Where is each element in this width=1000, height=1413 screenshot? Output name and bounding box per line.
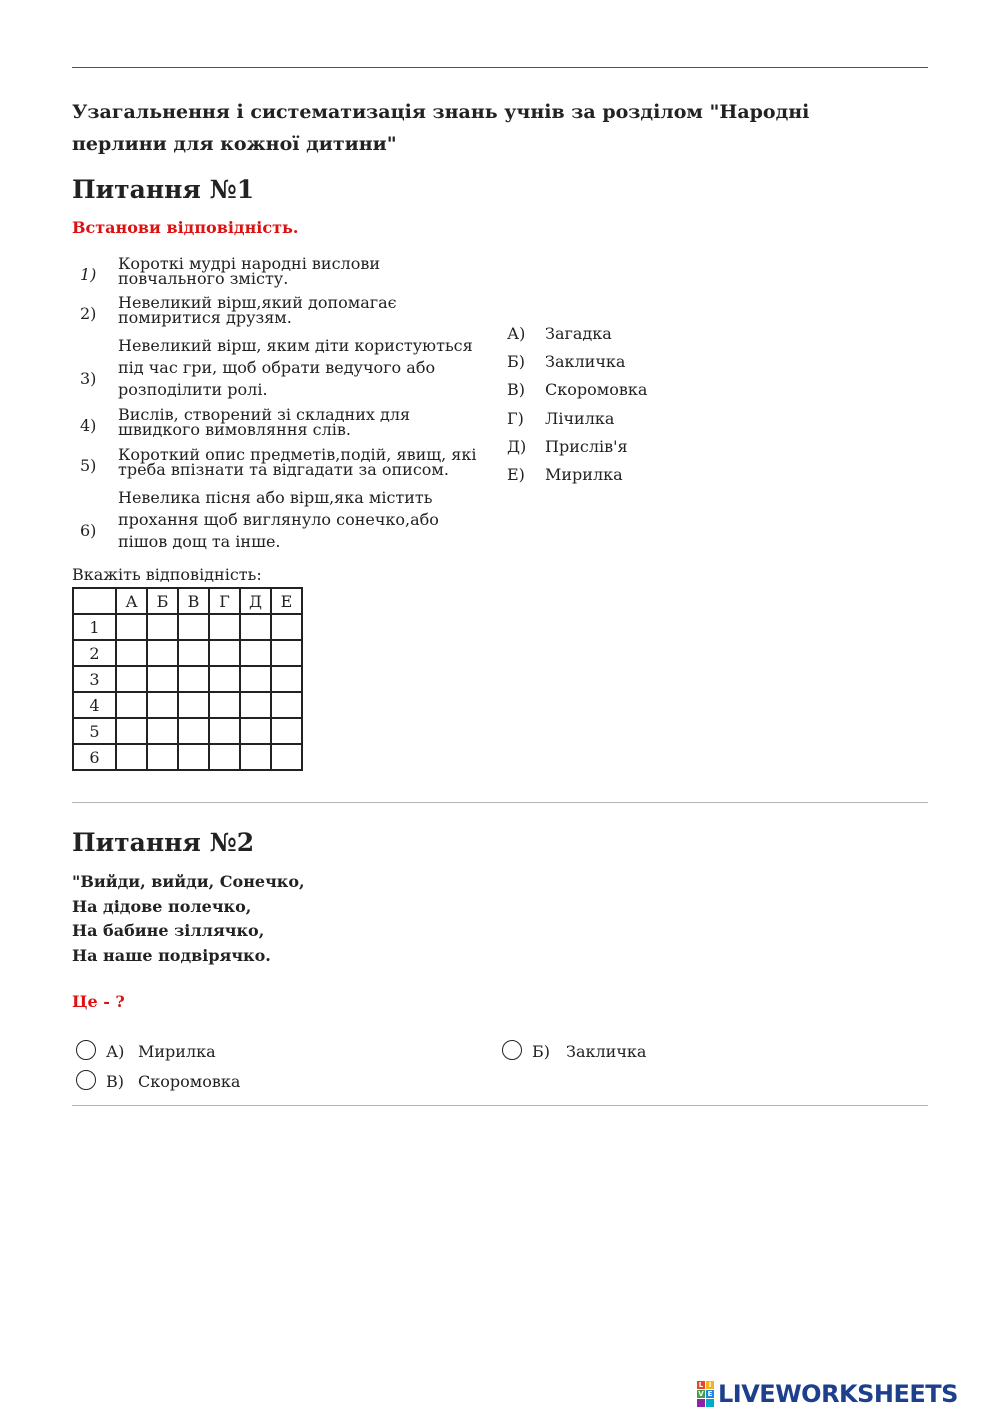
grid-cell[interactable] <box>178 640 209 666</box>
grid-cell[interactable] <box>240 718 271 744</box>
item-4-number: 4) <box>80 416 97 435</box>
grid-row <box>73 614 302 640</box>
item-1-text: Короткі мудрі народні вислови повчального змісту. <box>118 254 380 288</box>
option-word: Лічилка <box>545 409 615 428</box>
grid-cell[interactable] <box>116 692 147 718</box>
grid-cell[interactable] <box>116 640 147 666</box>
grid-cell[interactable] <box>271 666 302 692</box>
grid-cell[interactable] <box>178 718 209 744</box>
grid-cell[interactable] <box>240 692 271 718</box>
answer-grid <box>72 587 303 771</box>
grid-row <box>73 744 302 770</box>
poem-line: "Вийди, вийди, Сонечко, <box>72 872 305 891</box>
grid-row-header: 4 <box>73 692 116 718</box>
grid-cell[interactable] <box>209 666 240 692</box>
radio-button[interactable] <box>502 1040 522 1060</box>
logo-text: LIVEWORKSHEETS <box>718 1380 958 1408</box>
grid-cell[interactable] <box>209 640 240 666</box>
grid-col-header: Б <box>147 588 178 614</box>
grid-cell[interactable] <box>147 744 178 770</box>
option-letter: Б) <box>507 352 525 371</box>
grid-row <box>73 718 302 744</box>
answer-letter: В) <box>106 1072 124 1091</box>
worksheet-title: Узагальнення і систематизація знань учнів за розділом "Народні перлини для кожної дитини" <box>72 101 810 155</box>
grid-cell[interactable] <box>147 614 178 640</box>
grid-row-header: 6 <box>73 744 116 770</box>
grid-cell[interactable] <box>271 718 302 744</box>
grid-cell[interactable] <box>116 666 147 692</box>
item-4-text: Вислів, створений зі складних для швидкого вимовляння слів. <box>118 405 411 439</box>
grid-row-header: 3 <box>73 666 116 692</box>
grid-cell[interactable] <box>147 666 178 692</box>
logo-tile: L <box>698 1381 704 1389</box>
item-3-text: Невеликий вірш, яким діти користуються під час гри, щоб обрати ведучого або розподілити ролі. <box>118 336 473 399</box>
grid-cell[interactable] <box>147 718 178 744</box>
grid-col-header: А <box>116 588 147 614</box>
grid-cell[interactable] <box>178 692 209 718</box>
poem-line: На дідове полечко, <box>72 896 252 916</box>
answer-letter: Б) <box>532 1042 550 1061</box>
item-2-text: Невеликий вірш,який допомагає помиритися друзям. <box>118 293 397 327</box>
grid-corner <box>73 588 116 614</box>
grid-cell[interactable] <box>116 744 147 770</box>
grid-row-header: 1 <box>73 614 116 640</box>
grid-cell[interactable] <box>116 614 147 640</box>
section-divider <box>72 802 928 803</box>
option-letter: Е) <box>507 465 525 484</box>
grid-cell[interactable] <box>147 640 178 666</box>
poem-line: На наше подвірячко. <box>72 945 271 965</box>
grid-cell[interactable] <box>209 718 240 744</box>
option-word: Прислів'я <box>545 437 628 456</box>
grid-cell[interactable] <box>271 744 302 770</box>
grid-cell[interactable] <box>209 692 240 718</box>
question-2-prompt: Це - ? <box>72 992 125 1011</box>
option-word: Закличка <box>545 352 626 371</box>
grid-row <box>73 666 302 692</box>
grid-col-header: Г <box>209 588 240 614</box>
item-5-text: Короткий опис предметів,подій, явищ, які треба впізнати та відгадати за описом. <box>118 445 477 479</box>
option-word: Мирилка <box>545 465 623 484</box>
option-letter: Д) <box>507 437 527 456</box>
grid-label: Вкажіть відповідність: <box>72 565 262 584</box>
grid-col-header: Д <box>240 588 271 614</box>
grid-row-header: 5 <box>73 718 116 744</box>
top-divider <box>72 67 928 68</box>
grid-cell[interactable] <box>178 666 209 692</box>
answer-letter: А) <box>106 1042 125 1061</box>
grid-cell[interactable] <box>240 640 271 666</box>
option-word: Скоромовка <box>545 380 648 399</box>
item-6-text: Невелика пісня або вірш,яка містить прохання щоб виглянуло сонечко,або пішов дощ та інше. <box>118 488 439 551</box>
grid-cell[interactable] <box>147 692 178 718</box>
answer-word: Скоромовка <box>138 1072 241 1091</box>
poem <box>72 870 305 968</box>
question-1-instruction: Встанови відповідність. <box>72 218 299 237</box>
grid-cell[interactable] <box>271 640 302 666</box>
grid-header-row <box>73 588 302 614</box>
grid-cell[interactable] <box>271 614 302 640</box>
grid-cell[interactable] <box>209 614 240 640</box>
option-word: Загадка <box>545 324 612 343</box>
poem-line: На бабине зіллячко, <box>72 921 265 940</box>
logo-tile <box>706 1399 714 1407</box>
radio-button[interactable] <box>76 1070 96 1090</box>
item-1-number: 1) <box>80 265 97 284</box>
grid-cell[interactable] <box>240 744 271 770</box>
grid-cell[interactable] <box>240 614 271 640</box>
logo-tile: V <box>698 1390 704 1398</box>
grid-col-header: В <box>178 588 209 614</box>
grid-cell[interactable] <box>209 744 240 770</box>
logo-tile: E <box>707 1390 713 1398</box>
logo-mark-icon <box>697 1381 714 1407</box>
radio-button[interactable] <box>76 1040 96 1060</box>
item-2-number: 2) <box>80 304 97 323</box>
logo-tile: I <box>706 1381 714 1389</box>
grid-row-header: 2 <box>73 640 116 666</box>
grid-cell[interactable] <box>116 718 147 744</box>
liveworksheets-logo <box>697 1378 958 1410</box>
question-1-heading: Питання №1 <box>72 175 255 204</box>
grid-cell[interactable] <box>178 614 209 640</box>
option-letter: Г) <box>507 409 524 428</box>
logo-tile <box>697 1399 705 1407</box>
option-letter: А) <box>507 324 526 343</box>
answer-word: Закличка <box>566 1042 647 1061</box>
grid-row <box>73 692 302 718</box>
grid-cell[interactable] <box>178 744 209 770</box>
grid-row <box>73 640 302 666</box>
section-divider <box>72 1105 928 1106</box>
option-letter: В) <box>507 380 525 399</box>
item-3-number: 3) <box>80 369 97 388</box>
question-2-heading: Питання №2 <box>72 828 255 857</box>
grid-cell[interactable] <box>271 692 302 718</box>
grid-cell[interactable] <box>240 666 271 692</box>
answer-word: Мирилка <box>138 1042 216 1061</box>
item-5-number: 5) <box>80 456 97 475</box>
item-6-number: 6) <box>80 521 97 540</box>
grid-col-header: Е <box>271 588 302 614</box>
